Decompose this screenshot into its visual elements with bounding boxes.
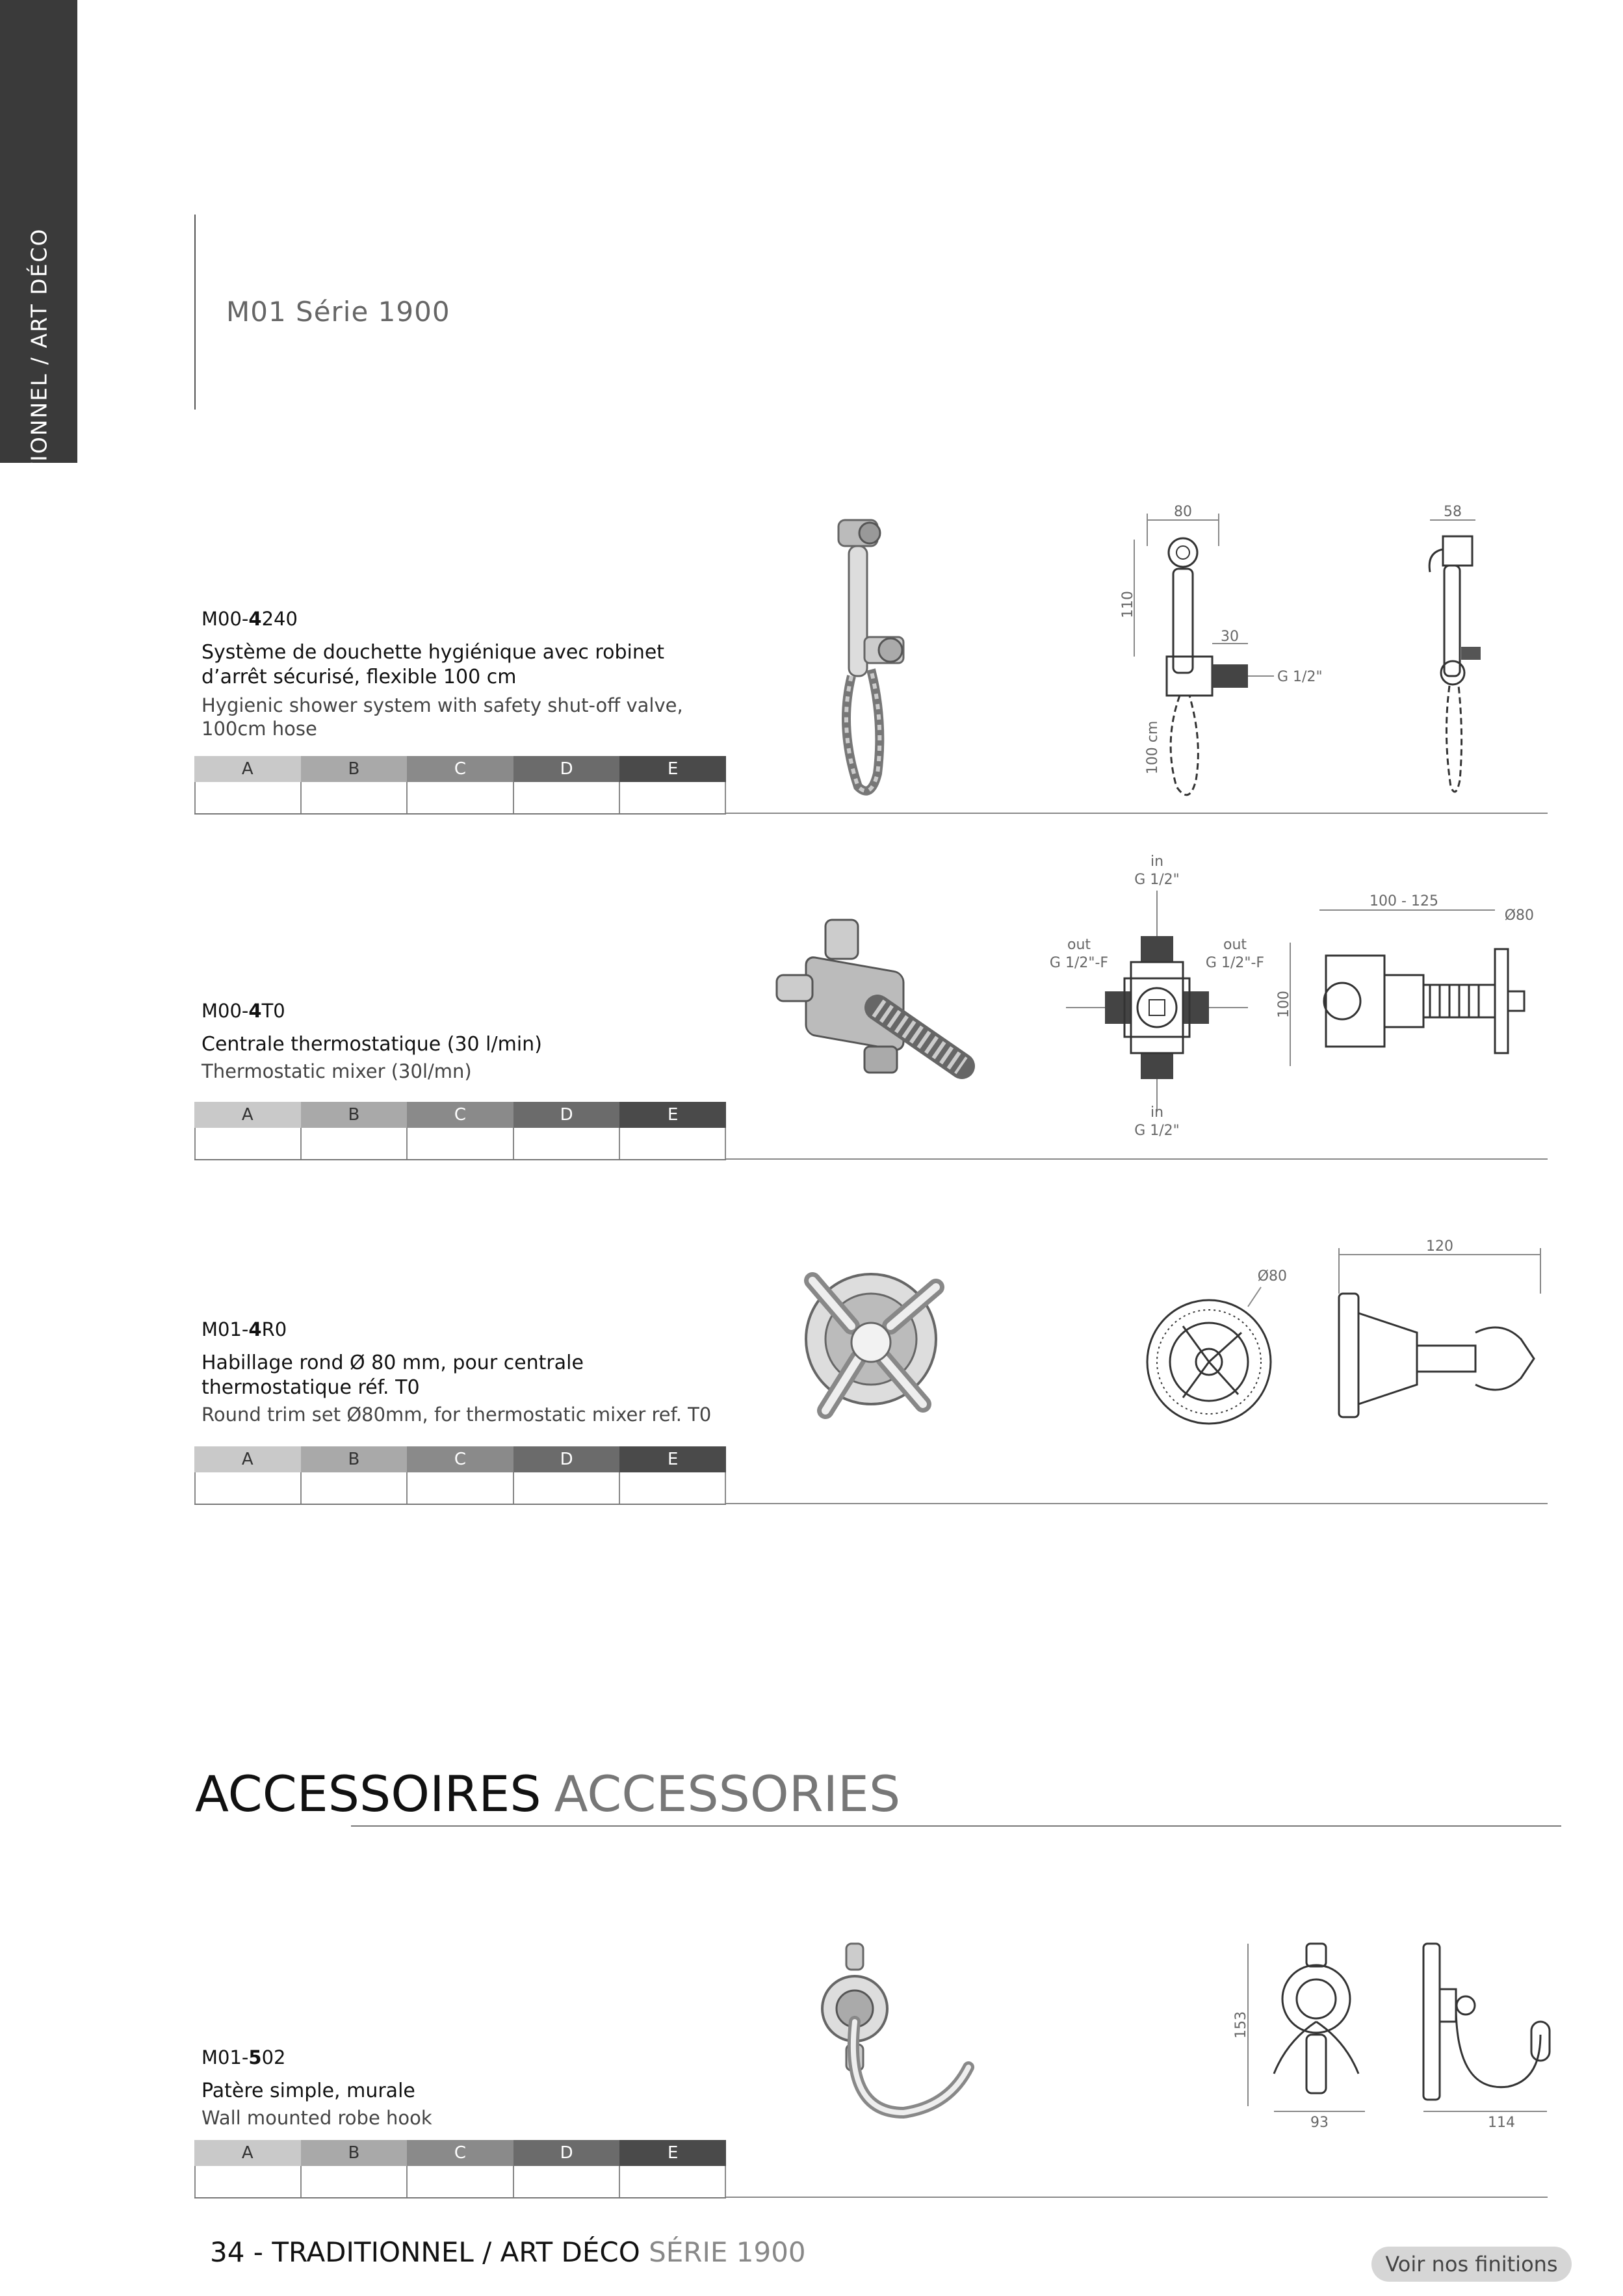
accessory-1-photo (806, 1937, 1001, 2132)
product-2-drawing-side (1274, 884, 1547, 1079)
product-1-photo (793, 514, 923, 800)
accessory-1-drawing-side (1410, 1924, 1566, 2132)
accessory-1-rule (726, 2197, 1548, 2198)
finish-a: A (194, 1446, 301, 1472)
svg-text:out: out (1223, 937, 1247, 953)
finish-a: A (194, 756, 301, 782)
product-1-drawing-front (1118, 501, 1378, 813)
product-1-desc-fr: Système de douchette hygiénique avec robinet d’arrêt sécurisé, flexible 100 cm (201, 641, 665, 688)
product-3-desc-en: Round trim set Ø80mm, for thermostatic mixer ref. T0 (201, 1403, 712, 1426)
finish-e: E (619, 1446, 726, 1472)
product-3-desc-fr: Habillage rond Ø 80 mm, pour centrale thermostatique réf. T0 (201, 1351, 584, 1399)
product-3-rule (726, 1503, 1548, 1504)
svg-text:G 1/2"-F: G 1/2"-F (1205, 955, 1265, 971)
finish-b: B (301, 1102, 408, 1128)
svg-text:153: 153 (1233, 2011, 1249, 2039)
product-3-drawing-front (1137, 1261, 1293, 1430)
series-title: M01 Série 1900 (226, 296, 450, 328)
product-2-drawing-front (1027, 852, 1287, 1151)
svg-text:110: 110 (1120, 591, 1136, 618)
footer-series: SÉRIE 1900 (649, 2236, 806, 2268)
product-1-code: M00-4240 (201, 608, 298, 630)
product-2-photo (767, 910, 988, 1092)
product-1-finish-table (194, 756, 726, 815)
product-1-desc-en: Hygienic shower system with safety shut-off valve, 100cm hose (201, 694, 683, 740)
side-tab-label: TRADITIONNEL / ART DÉCO (26, 228, 52, 547)
svg-text:G 1/2": G 1/2" (1134, 872, 1180, 888)
finish-e: E (619, 1102, 726, 1128)
product-1-drawing-side (1404, 501, 1508, 813)
product-1-info (201, 608, 715, 740)
svg-text:Ø80: Ø80 (1504, 907, 1534, 924)
accessories-title-fr: ACCESSOIRES (195, 1765, 541, 1823)
svg-text:100 - 125: 100 - 125 (1370, 893, 1438, 909)
finish-d: D (513, 756, 620, 782)
svg-text:G 1/2"-F: G 1/2"-F (1049, 955, 1109, 971)
finish-a: A (194, 1102, 301, 1128)
page-number: 34 - (210, 2236, 272, 2268)
accessory-1-info (201, 2046, 715, 2130)
finish-b: B (301, 756, 408, 782)
page-footer (210, 2236, 806, 2268)
product-2-rule (726, 1158, 1548, 1160)
accessories-title-en: ACCESSORIES (554, 1765, 901, 1823)
finish-d: D (513, 1102, 620, 1128)
accessories-title (195, 1765, 900, 1823)
svg-text:100: 100 (1276, 991, 1292, 1018)
product-2-desc-fr: Centrale thermostatique (30 l/min) (201, 1033, 542, 1056)
svg-text:114: 114 (1488, 2115, 1515, 2131)
svg-text:G 1/2": G 1/2" (1277, 669, 1323, 685)
finish-c: C (407, 1446, 513, 1472)
series-divider (194, 215, 196, 410)
accessory-1-desc-en: Wall mounted robe hook (201, 2107, 432, 2129)
svg-text:100 cm: 100 cm (1145, 720, 1161, 775)
svg-text:out: out (1067, 937, 1091, 953)
footer-section: TRADITIONNEL / ART DÉCO (272, 2236, 649, 2268)
svg-text:80: 80 (1174, 504, 1192, 520)
svg-text:in: in (1150, 1104, 1164, 1121)
finish-d: D (513, 2140, 620, 2166)
product-3-photo (786, 1261, 968, 1443)
svg-text:30: 30 (1221, 629, 1239, 645)
accessory-1-finish-table (194, 2140, 726, 2198)
svg-text:93: 93 (1310, 2115, 1329, 2131)
product-3-finish-table (194, 1446, 726, 1505)
accessory-1-desc-fr: Patère simple, murale (201, 2080, 415, 2102)
accessories-rule (351, 1825, 1561, 1827)
finish-c: C (407, 756, 513, 782)
finish-b: B (301, 2140, 408, 2166)
product-3-info (201, 1318, 715, 1426)
product-3-drawing-side (1326, 1235, 1560, 1430)
product-3-code: M01-4R0 (201, 1318, 287, 1340)
accessory-1-drawing-front (1228, 1924, 1397, 2132)
svg-text:in: in (1150, 854, 1164, 870)
product-2-desc-en: Thermostatic mixer (30l/mn) (201, 1060, 472, 1082)
product-2-code: M00-4T0 (201, 1000, 285, 1022)
product-2-finish-table (194, 1102, 726, 1160)
finish-a: A (194, 2140, 301, 2166)
finish-e: E (619, 756, 726, 782)
svg-text:120: 120 (1426, 1238, 1453, 1255)
accessory-1-code: M01-502 (201, 2046, 286, 2068)
finishes-button[interactable]: Voir nos finitions (1371, 2247, 1572, 2282)
side-tab (0, 0, 77, 547)
svg-text:Ø80: Ø80 (1257, 1268, 1287, 1285)
finish-c: C (407, 2140, 513, 2166)
finish-e: E (619, 2140, 726, 2166)
product-1-rule (726, 813, 1548, 814)
finish-c: C (407, 1102, 513, 1128)
finish-d: D (513, 1446, 620, 1472)
svg-text:G 1/2": G 1/2" (1134, 1123, 1180, 1139)
product-2-info (201, 1000, 715, 1083)
svg-text:58: 58 (1444, 504, 1462, 520)
finish-b: B (301, 1446, 408, 1472)
